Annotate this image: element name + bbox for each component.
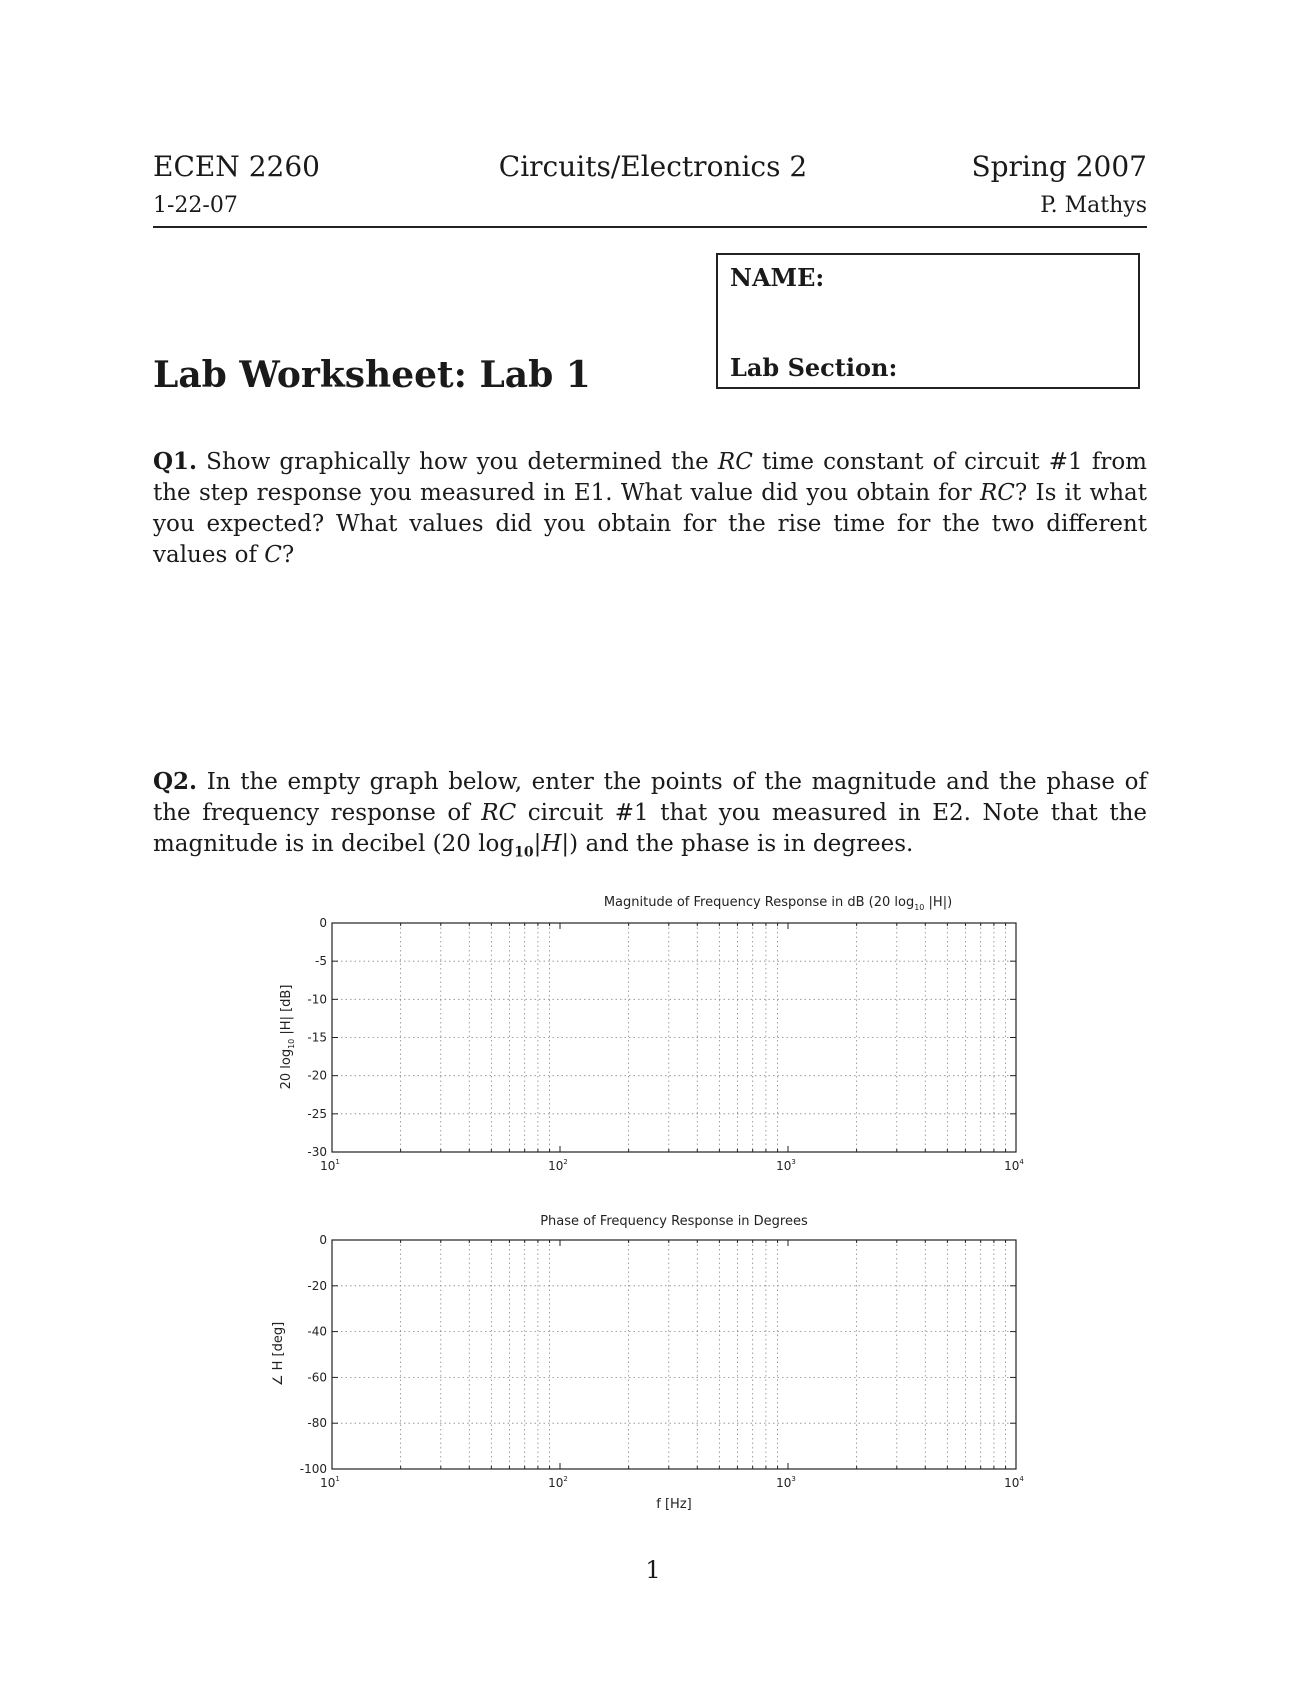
magnitude-chart-title: Magnitude of Frequency Response in dB (20 $\log_{10} |H|$) [603,895,953,912]
name-label: NAME: [730,263,825,292]
y-tick-label: -25 [307,1106,327,1121]
y-tick-label: -80 [307,1416,327,1431]
magnitude-y-axis-label: 20 $\log_{10} |H|$ [dB] [279,984,296,1090]
page-title: Lab Worksheet: Lab 1 [153,354,591,396]
x-tick-label: $10^1$ [320,1475,340,1490]
phase-y-axis-label: ∠ H [deg] [271,1321,286,1387]
q2-rc: RC [481,800,517,826]
y-tick-label: -40 [307,1324,327,1339]
q1-rc: RC [979,480,1015,506]
term: Spring 2007 [971,150,1147,183]
course-title: Circuits/Electronics 2 [498,150,808,183]
phase-grid [332,1240,1016,1469]
q1-rc: RC [717,449,753,475]
q2-text: In the empty graph below, enter the points of the magnitude and the phase of the frequency response of [153,769,1147,826]
q1-text: ? [281,542,295,568]
y-tick-label: 0 [319,916,327,930]
x-tick-label: $10^2$ [548,1475,568,1490]
q2-text: | [533,831,542,857]
phase-chart-title: Phase of Frequency Response in Degrees [540,1214,808,1229]
y-tick-label: 0 [319,1233,327,1247]
x-tick-label: $10^1$ [320,1158,340,1173]
y-tick-label: -30 [307,1145,327,1159]
magnitude-axis-ticks [307,916,1024,1173]
y-tick-label: -20 [307,1068,327,1083]
magnitude-grid [332,923,1016,1152]
x-tick-label: $10^3$ [776,1475,796,1490]
q1-number: Q1. [153,448,198,475]
phase-x-axis-label: f [Hz] [656,1497,692,1512]
q2-text: circuit #1 that you measured in E2. Note that the magnitude is in decibel (20 log [153,800,1147,857]
y-tick-label: -20 [307,1278,327,1293]
x-tick-label: $10^4$ [1004,1475,1024,1490]
phase-chart [271,1214,1024,1512]
q2-h: H [541,831,562,857]
phase-plot-frame [332,1240,1016,1469]
y-tick-label: -100 [299,1462,327,1476]
q1-text: time constant of circuit #1 from the step response you measured in E1. What value did you obtain for [153,449,1147,506]
q1-c: C [264,542,282,568]
q1-text: ? Is it what you expected? What values did you obtain for the rise time for the two different values of [153,480,1147,568]
page-number: 1 [645,1556,661,1584]
x-tick-label: $10^3$ [776,1158,796,1173]
author: P. Mathys [1040,193,1147,218]
course-number: ECEN 2260 [153,150,320,183]
x-tick-label: $10^4$ [1004,1158,1024,1173]
y-tick-label: -5 [315,954,327,969]
lab-section-label: Lab Section: [730,353,898,382]
date: 1-22-07 [153,193,238,218]
magnitude-chart [279,895,1024,1173]
x-tick-label: $10^2$ [548,1158,568,1173]
y-tick-label: -10 [307,992,327,1007]
q2-text: |) and the phase is in degrees. [561,831,914,857]
y-tick-label: -60 [307,1370,327,1385]
q2-number: Q2. [153,768,198,795]
q2-subscript: 10 [514,844,534,861]
phase-axis-ticks [300,1233,1025,1490]
y-tick-label: -15 [307,1030,327,1045]
q1-text: Show graphically how you determined the [197,449,718,475]
